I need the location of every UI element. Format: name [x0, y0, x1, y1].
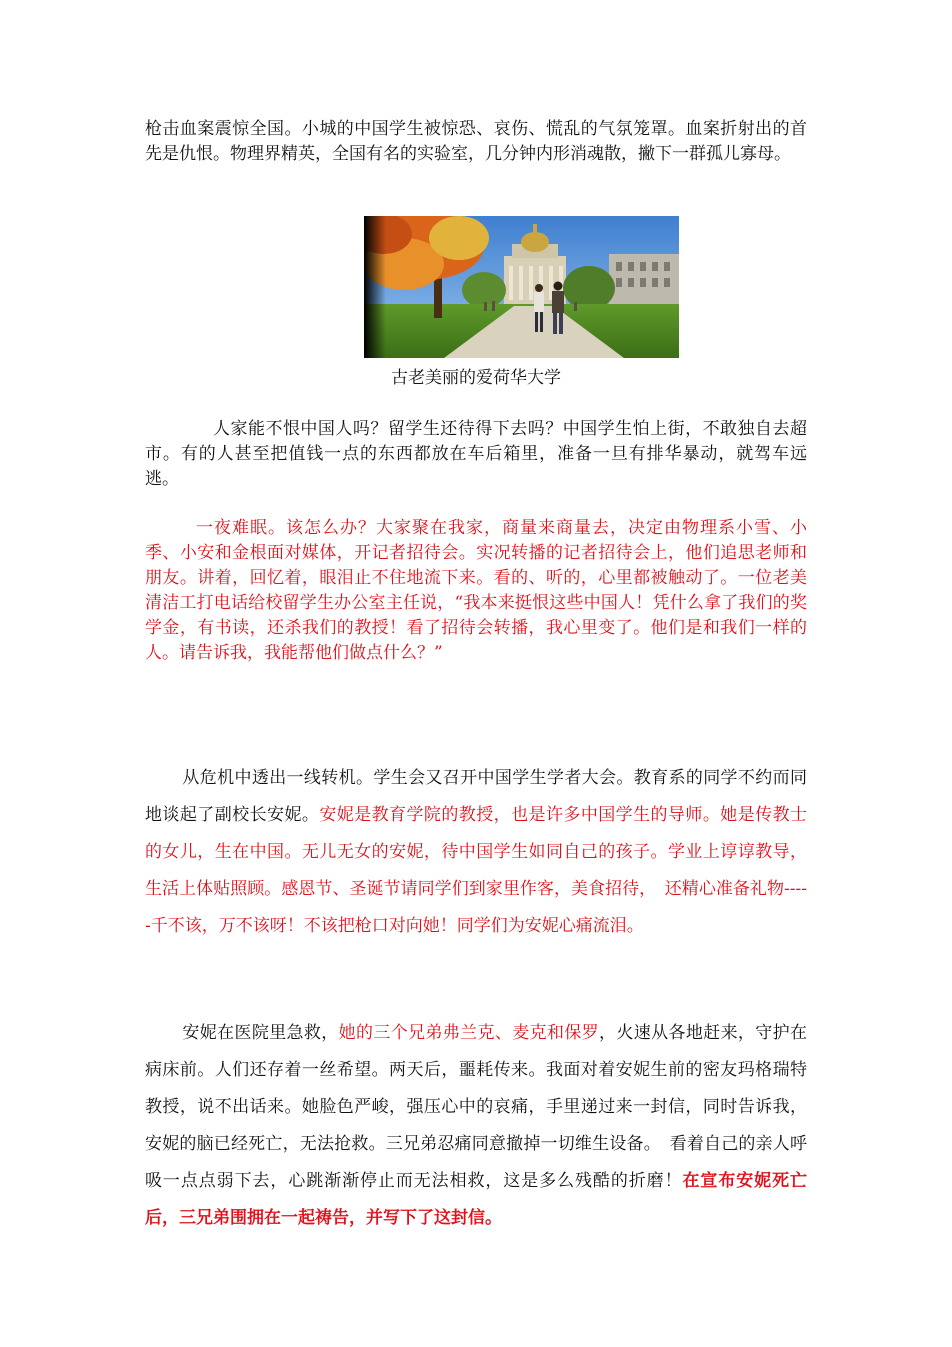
- paragraph-student-fear: 人家能不恨中国人吗？留学生还待得下去吗？中国学生怕上街，不敢独自去超市。有的人甚至把值钱一点的东西都放在车后箱里，准备一旦有排华暴动，就驾车远逃。: [145, 419, 807, 489]
- brothers-names-highlight: 她的三个兄弟弗兰克、麦克和保罗: [338, 1023, 600, 1043]
- campus-photo: [364, 216, 679, 358]
- paragraph-press-conference: 一夜难眠。该怎么办？大家聚在我家，商量来商量去，决定由物理系小雪、小季、小安和金根面对媒体，开记者招待会。实况转播的记者招待会上，他们追思老师和朋友。讲着，回忆着，眼泪止不住地流下来。看的、听的，心里都被触动了。一位老美清洁工打电话给校留学生办公室主任说，“我本来挺恨这些中国人！凭什么拿了我们的奖学金，有书读，还杀我们的教授！看了招待会转播，我心里变了。他们是和我们一样的人。请告诉我，我能帮他们做点什么？”: [145, 518, 807, 663]
- campus-photo-illustration: [364, 216, 679, 358]
- hospital-text-start: 安妮在医院里急救，: [182, 1023, 339, 1043]
- hospital-text-body: ，火速从各地赶来，守护在病床前。人们还存着一丝希望。两天后，噩耗传来。我面对着安妮生前的密友玛格瑞特教授，说不出话来。她脸色严峻，强压心中的哀痛，手里递过来一封信，同时告诉我，安妮的脑已经死亡，无法抢救。三兄弟忍痛同意撤掉一切维生设备。 看着自己的亲人呼吸一点点弱下去，心跳渐渐停止而无法相救，这是多么残酷的折磨！: [145, 1023, 808, 1191]
- photo-caption: 古老美丽的爱荷华大学: [391, 368, 561, 388]
- paragraph-anne-introduction: [145, 760, 807, 945]
- anne-description-highlight: 安妮是教育学院的教授，也是许多中国学生的导师。她是传教士的女儿，生在中国。无儿无女的安妮，待中国学生如同自己的孩子。学业上谆谆教导，生活上体贴照顾。感恩节、圣诞节请同学们到家里作客，美食招待， 还精心准备礼物-----千不该，万不该呀！不该把枪口对向她！同学们为安妮心痛流泪。: [145, 805, 808, 936]
- paragraph-anne-hospital: [145, 1015, 807, 1237]
- anne-intro-text: 从危机中透出一线转机。学生会又召开中国学生学者大会。教育系的同学不约而同地谈起了副校长安妮。: [145, 768, 807, 825]
- paragraph-shooting-shock: 枪击血案震惊全国。小城的中国学生被惊恐、哀伤、慌乱的气氛笼罩。血案折射出的首先是仇恨。物理界精英，全国有名的实验室，几分钟内形消魂散，撇下一群孤儿寡母。: [145, 119, 807, 164]
- letter-written-highlight: 在宣布安妮死亡后，三兄弟围拥在一起祷告，并写下了这封信。: [145, 1171, 807, 1228]
